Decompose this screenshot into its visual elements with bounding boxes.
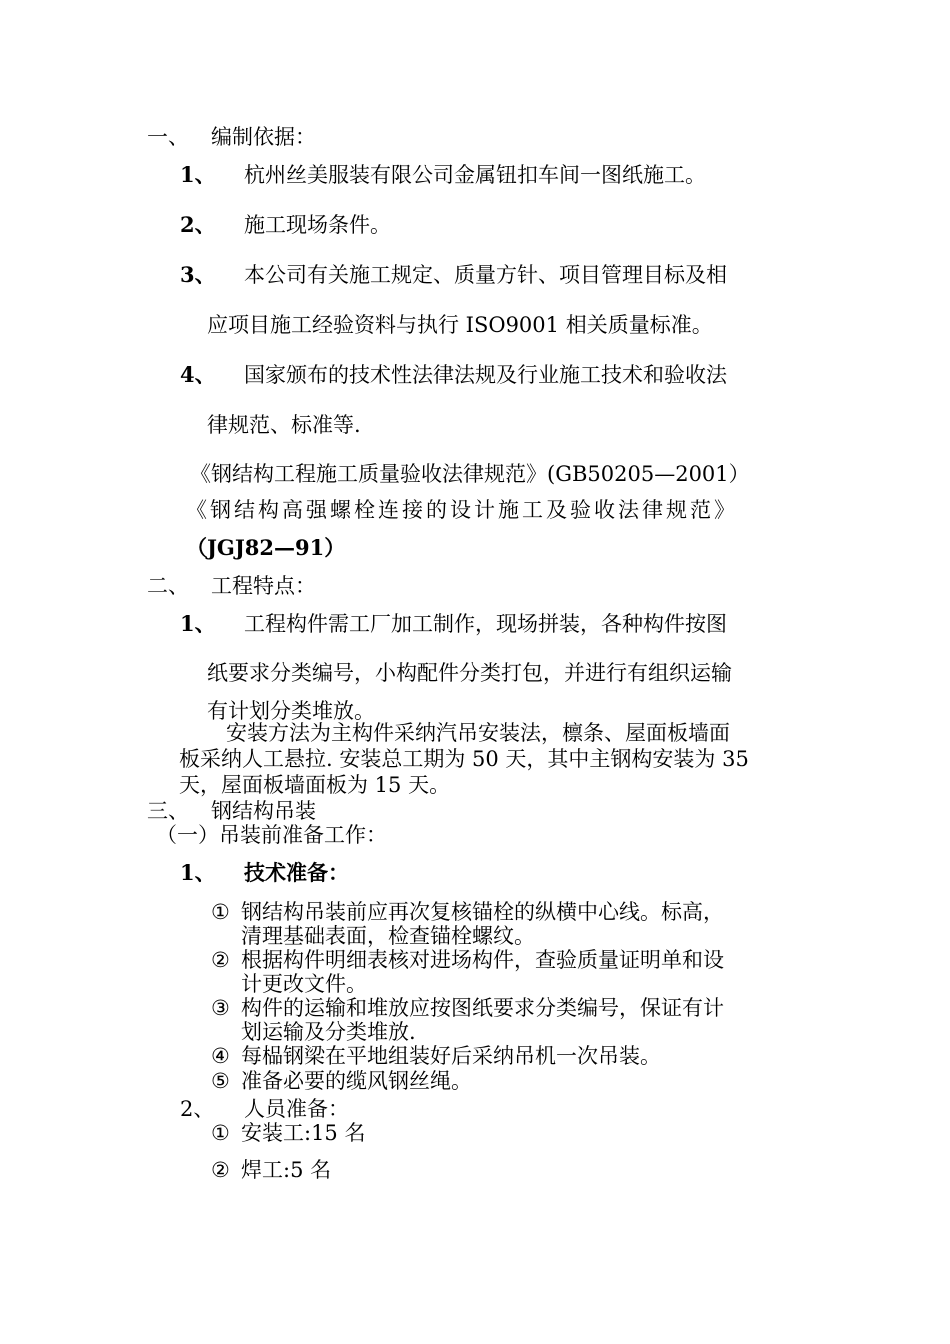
s1-item-4-cont: 律规范、标准等. xyxy=(207,413,361,437)
s1-item-3-text: 本公司有关施工规定、质量方针、项目管理目标及相 xyxy=(244,263,727,287)
s2-item-1-text: 工程构件需工厂加工制作，现场拼装，各种构件按图 xyxy=(244,612,727,636)
tech-item-1-text: 钢结构吊装前应再次复核锚栓的纵横中心线。标高， xyxy=(241,900,724,924)
circled-5-icon: ⑤ xyxy=(211,1069,230,1093)
section3-number: 三、 xyxy=(147,799,189,823)
tech-item-4 xyxy=(211,1043,661,1069)
s1-item-3-num: 3、 xyxy=(180,262,216,287)
circled-1-icon: ① xyxy=(211,1121,230,1145)
section1-title: 编制依据： xyxy=(211,125,316,149)
tech-item-2-cont: 计更改文件。 xyxy=(241,972,367,996)
staff-item-1 xyxy=(211,1120,365,1146)
s1-item-3 xyxy=(180,262,727,288)
staff-item-1-text: 安装工:15 名 xyxy=(241,1121,366,1145)
tech-prep-title: 技术准备： xyxy=(244,860,349,885)
tech-item-1 xyxy=(211,899,724,925)
staff-item-2 xyxy=(211,1157,331,1183)
s1-item-2-num: 2、 xyxy=(180,212,216,237)
circled-2-icon: ② xyxy=(211,948,230,972)
standard-jgj82: 《钢结构高强螺栓连接的设计施工及验收法律规范》 xyxy=(186,498,738,522)
s2-para-line3: 天，屋面板墙面板为 15 天。 xyxy=(179,773,451,797)
tech-item-3-text: 构件的运输和堆放应按图纸要求分类编号，保证有计 xyxy=(241,996,724,1020)
tech-item-3-cont: 划运输及分类堆放. xyxy=(241,1020,416,1044)
tech-prep-num: 1、 xyxy=(180,860,216,885)
staff-prep-num: 2、 xyxy=(180,1097,215,1121)
section2-number: 二、 xyxy=(147,574,189,598)
s1-item-1-text: 杭州丝美服装有限公司金属钮扣车间一图纸施工。 xyxy=(244,163,706,187)
tech-item-1-cont: 清理基础表面，检查锚栓螺纹。 xyxy=(241,924,535,948)
standard-gb50205: 《钢结构工程施工质量验收法律规范》(GB50205—2001） xyxy=(190,462,750,486)
section1-heading xyxy=(147,124,316,150)
tech-item-5-text: 准备必要的缆风钢丝绳。 xyxy=(241,1069,472,1093)
s2-item-1-cont1: 纸要求分类编号，小构配件分类打包，并进行有组织运输 xyxy=(207,661,732,685)
tech-item-2-text: 根据构件明细表核对进场构件，查验质量证明单和设 xyxy=(241,948,724,972)
tech-item-5 xyxy=(211,1068,472,1094)
s2-item-1-num: 1、 xyxy=(180,611,216,636)
s1-item-3-cont: 应项目施工经验资料与执行 ISO9001 相关质量标准。 xyxy=(207,313,713,337)
circled-2-icon: ② xyxy=(211,1158,230,1182)
circled-4-icon: ④ xyxy=(211,1044,230,1068)
tech-item-2 xyxy=(211,947,724,973)
section2-heading xyxy=(147,573,316,599)
s1-item-1-num: 1、 xyxy=(180,162,216,187)
standard-jgj82-code: （JGJ82—91） xyxy=(186,535,346,560)
tech-item-3 xyxy=(211,995,724,1021)
section1-number: 一、 xyxy=(147,125,189,149)
section3-title: 钢结构吊装 xyxy=(211,799,316,823)
tech-prep-heading xyxy=(180,860,349,886)
s1-item-2-text: 施工现场条件。 xyxy=(244,213,391,237)
staff-prep-heading xyxy=(180,1096,349,1122)
s2-para-line2: 板采纳人工悬拉. 安装总工期为 50 天，其中主钢构安装为 35 xyxy=(179,747,749,771)
tech-item-4-text: 每榀钢梁在平地组装好后采纳吊机一次吊装。 xyxy=(241,1044,661,1068)
s1-item-1 xyxy=(180,162,706,188)
s2-item-1-cont2: 有计划分类堆放。 xyxy=(207,699,375,723)
s2-para-line1: 安装方法为主构件采纳汽吊安装法，檩条、屋面板墙面 xyxy=(226,721,730,745)
s1-item-4-text: 国家颁布的技术性法律法规及行业施工技术和验收法 xyxy=(244,363,727,387)
section3-subheading: （一）吊装前准备工作： xyxy=(156,823,387,847)
s1-item-4-num: 4、 xyxy=(180,362,216,387)
s2-item-1 xyxy=(180,611,727,637)
section3-heading xyxy=(147,798,316,824)
staff-prep-title: 人员准备： xyxy=(244,1097,349,1121)
circled-3-icon: ③ xyxy=(211,996,230,1020)
s1-item-4 xyxy=(180,362,727,388)
circled-1-icon: ① xyxy=(211,900,230,924)
s1-item-2 xyxy=(180,212,391,238)
section2-title: 工程特点： xyxy=(211,574,316,598)
staff-item-2-text: 焊工:5 名 xyxy=(241,1158,332,1182)
